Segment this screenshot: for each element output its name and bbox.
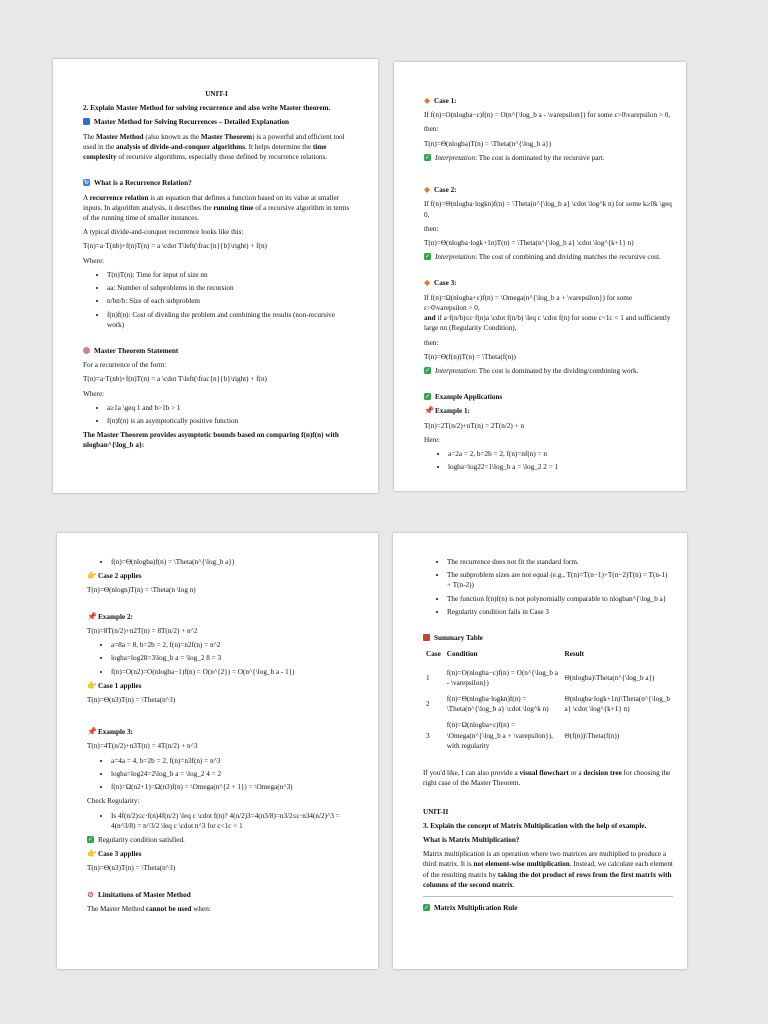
list-item: • log⁡ba=log⁡22=1\log_b a = \log_2 2 = 1 — [448, 462, 672, 472]
section-heading: ⊘ Limitations of Master Method — [87, 889, 191, 899]
pushpin-icon: 📌 — [87, 727, 97, 737]
where-list — [83, 270, 350, 330]
brain-icon — [83, 347, 90, 354]
section-heading: ✓ Example Applications — [424, 393, 503, 402]
document-page-2 — [394, 62, 686, 491]
list-item: • Is 4f(n/2)≤c·f(n)4f(n/2) \leq c \cdot f(n)? 4(n/2)3=4(n3/8)=n3/2≤c·n34(n/2)^3 = 4(n^3/8) = n^3/2 \leq c \cdot n^3 for c<1c < 1 — [111, 811, 350, 831]
then-label: then: — [424, 224, 439, 233]
matrix-paragraph: Matrix multiplication is an operation where two matrices are multiplied to produce a third matrix. It is not element-wise multiplication. Instead, we calculate each element of the resulting matrix by taking the dot product of rows from the first matrix with columns of the second matrix. — [423, 850, 673, 889]
table-cell: Θ(nlog⁡ba)\Theta(n^{\log_b a}) — [564, 673, 655, 682]
recurrence-paragraph: A recurrence relation is an equation that defines a function based on its value at smaller inputs. In algorithm analysis, it describes the running time of a recursive algorithm in terms of the running time of smaller instances. — [83, 193, 350, 222]
check-icon: ✓ — [87, 835, 94, 843]
pointing-hand-icon: 👉 — [87, 849, 97, 859]
list-item: • a=4a = 4, b=2b = 2, f(n)=n3f(n) = n^3 — [111, 756, 350, 766]
document-page-4 — [393, 533, 687, 969]
section-heading — [83, 178, 350, 188]
table-cell: 3 — [426, 731, 430, 740]
unit-heading: UNIT-I — [205, 90, 228, 98]
regularity-satisfied: ✓ Regularity condition satisfied. — [87, 835, 185, 844]
subheading: What is Matrix Multiplication? — [423, 835, 520, 844]
list-item: • Regularity condition fails in Case 3 — [447, 607, 673, 617]
interpretation: ✓ Interpretation: The cost is dominated by the dividing/combining work. — [424, 366, 639, 375]
diamond-icon: ◆ — [424, 96, 431, 105]
limits-paragraph: The Master Method cannot be used when: — [87, 904, 211, 913]
table-header: Result — [564, 650, 585, 659]
check-icon: ✓ — [424, 153, 431, 161]
table-header: Case — [426, 650, 441, 659]
table-row — [423, 665, 673, 691]
check-icon: ✓ — [423, 904, 430, 912]
list-item: • The function f(n)f(n) is not polynomially comparable to nlog⁡ban^{\log_b a} — [447, 594, 673, 604]
prohibited-icon: ⊘ — [87, 889, 94, 899]
question-heading: 3. Explain the concept of Matrix Multiplication with the help of example. — [423, 821, 647, 830]
document-page-3 — [57, 533, 378, 969]
table-icon — [423, 634, 430, 641]
diamond-icon: ◆ — [424, 185, 431, 195]
check-regularity-label: Check Regularity: — [87, 797, 140, 806]
check-icon: ✓ — [424, 393, 431, 401]
list-item: • The recurrence does not fit the standard form. — [447, 557, 673, 567]
section-heading: ✓ Matrix Multiplication Rule — [423, 904, 518, 913]
pointing-hand-icon: 👉 — [87, 680, 97, 690]
where-label: Where: — [83, 389, 105, 398]
list-item: • f(n)=Θ(nlog⁡ba)f(n) = \Theta(n^{\log_b a}) — [111, 557, 350, 567]
section-title: Master Theorem Statement — [94, 346, 179, 355]
pushpin-icon: 📌 — [424, 406, 434, 416]
table-cell: f(n)=Θ(nlog⁡ba·log⁡kn)f(n) = \Theta(n^{\log_b a} \cdot \log^k n) — [446, 694, 549, 714]
page-content — [423, 557, 673, 917]
table-row — [423, 691, 673, 717]
example-heading: 📌 Example 1: — [424, 406, 470, 416]
where-label: Where: — [83, 256, 105, 265]
table-cell: 1 — [426, 673, 430, 682]
where-list — [83, 403, 350, 426]
case-applies: 👉 Case 2 applies — [87, 571, 142, 581]
list-item: • aa: Number of subproblems in the recursion — [107, 283, 350, 293]
example-result: T(n)=Θ(n3)T(n) = \Theta(n^3) — [87, 695, 176, 704]
example-formula: T(n)=8T(n/2)+n2T(n) = 8T(n/2) + n^2 — [87, 626, 198, 635]
offer-paragraph: If you'd like, I can also provide a visual flowchart or a decision tree for choosing the right case of the Master Theorem. — [423, 769, 671, 788]
diamond-icon: ◆ — [424, 278, 431, 288]
section-title: What is a Recurrence Relation? — [94, 179, 192, 188]
case-heading: ◆ Case 3: — [424, 278, 457, 288]
formula: T(n)=a·T(nb)+f(n)T(n) = a \cdot T\left(\frac{n}{b}\right) + f(n) — [83, 242, 267, 251]
section-heading — [83, 117, 350, 127]
list-item: • f(n)=O(n2)=O(nlog⁡ba−1)f(n) = O(n^{2}) = O(n^{\log_b a - 1}) — [111, 667, 350, 677]
here-label: Here: — [424, 435, 440, 444]
page-content — [424, 92, 672, 476]
interpretation: ✓ Interpretation: The cost is dominated by the recursive part. — [424, 153, 605, 162]
case-result: T(n)=Θ(nlog⁡ba)T(n) = \Theta(n^{\log_b a}) — [424, 139, 552, 148]
case-heading: ◆ Case 1: — [424, 96, 457, 105]
example-list — [87, 640, 350, 677]
case-applies: 👉 Case 1 applies — [87, 680, 142, 690]
list-item: • a=2a = 2, b=2b = 2, f(n)=nf(n) = n — [448, 449, 672, 459]
section-title: Master Method for Solving Recurrences – Detailed Explanation — [94, 118, 290, 127]
check-icon: ✓ — [424, 253, 431, 261]
formula: T(n)=a·T(nb)+f(n)T(n) = a \cdot T\left(\frac{n}{b}\right) + f(n) — [83, 375, 267, 384]
example-list — [424, 449, 672, 472]
form-text: For a recurrence of the form: — [83, 361, 167, 370]
example-result: T(n)=Θ(nlog⁡n)T(n) = \Theta(n \log n) — [87, 586, 196, 595]
then-label: then: — [424, 338, 439, 347]
page-content — [83, 89, 350, 455]
regularity-list — [87, 811, 350, 831]
example-formula: T(n)=4T(n/2)+n3T(n) = 4T(n/2) + n^3 — [87, 742, 198, 751]
intro-paragraph: The Master Method (also known as the Master Theorem) is a powerful and efficient tool used in the analysis of divide-and-conquer algorithms. It helps determine the time complexity of recursive algorithms, especially those defined by recurrence relations. — [83, 132, 345, 162]
list-item: • n/bn/b: Size of each subproblem — [107, 296, 350, 306]
table-row — [423, 717, 673, 754]
document-page-1 — [53, 59, 378, 493]
list-item: • The subproblem sizes are not equal (e.g., T(n)=T(n−1)+T(n−2)T(n) = T(n-1) + T(n-2)) — [447, 570, 673, 590]
list-item: • T(n)T(n): Time for input of size nn — [107, 270, 350, 280]
book-icon — [83, 118, 90, 125]
unit-heading: UNIT-II — [423, 807, 449, 816]
interpretation: ✓ Interpretation: The cost of combining and dividing matches the recursive cost. — [424, 253, 661, 262]
table-cell: 2 — [426, 700, 430, 709]
case-result: T(n)=Θ(f(n))T(n) = \Theta(f(n)) — [424, 352, 516, 361]
question-heading: 2. Explain Master Method for solving recurrence and also write Master theorem. — [83, 104, 331, 113]
table-cell: Θ(nlog⁡ba·log⁡k+1n)\Theta(n^{\log_b a} \cdot \log^{k+1} n) — [564, 694, 670, 714]
summary-table — [423, 647, 673, 754]
list-item: • f(n)=Ω(n2+1)=Ω(n3)f(n) = \Omega(n^{2 + 1}) = \Omega(n^3) — [111, 782, 350, 792]
table-header: Condition — [446, 650, 478, 659]
example-list — [87, 756, 350, 793]
conclusion-text: The Master Theorem provides asymptotic bounds based on comparing f(n)f(n) with nlog⁡ban^{\log_b a}: — [83, 431, 339, 450]
case-heading: ◆ Case 2: — [424, 185, 457, 195]
case-condition: If f(n)=O(nlog⁡ba−ε)f(n) = O(n^{\log_b a - \varepsilon}) for some ε>0\varepsilon > 0, — [424, 111, 671, 120]
list-item: • log⁡ba=log⁡28=3\log_b a = \log_2 8 = 3 — [111, 653, 350, 663]
limitations-list — [423, 557, 673, 617]
case-condition: If f(n)=Θ(nlog⁡ba·log⁡kn)f(n) = \Theta(n^{\log_b a} \cdot \log^k n) for some k≥0k \geq 0, — [424, 200, 672, 219]
case-applies: 👉 Case 3 applies — [87, 849, 142, 859]
pointing-hand-icon: 👉 — [87, 571, 97, 581]
check-icon: ✓ — [424, 366, 431, 374]
example-heading: 📌 Example 2: — [87, 611, 133, 621]
example-heading: 📌 Example 3: — [87, 727, 133, 737]
then-label: then: — [424, 125, 439, 134]
pushpin-icon: 📌 — [87, 611, 97, 621]
section-heading: Summary Table — [423, 633, 673, 643]
list-item: • f(n)f(n) is an asymptotically positive function — [107, 416, 350, 426]
example-result: T(n)=Θ(n3)T(n) = \Theta(n^3) — [87, 864, 176, 873]
list-item: • log⁡ba=log⁡24=2\log_b a = \log_2 4 = 2 — [111, 769, 350, 779]
table-cell: f(n)=Ω(nlog⁡ba+ε)f(n) = \Omega(n^{\log_b a + \varepsilon}), with regularity — [446, 721, 553, 750]
divider — [423, 896, 673, 897]
page-content — [87, 557, 350, 918]
example-formula: T(n)=2T(n/2)+nT(n) = 2T(n/2) + n — [424, 421, 525, 430]
table-header-row — [423, 647, 673, 664]
case-result: T(n)=Θ(nlog⁡ba·log⁡k+1n)T(n) = \Theta(n^{\log_b a} \cdot \log^{k+1} n) — [424, 238, 634, 247]
case-condition: If f(n)=Ω(nlog⁡ba+ε)f(n) = \Omega(n^{\log_b a + \varepsilon}) for some ε>0\varepsilon > 0, and if a·f(n/b)≤c·f(n)a \cdot f(n/b) \leq c \cdot f(n) for some c<1c < 1 and sufficiently large nn (Regularity Condition), — [424, 293, 671, 333]
list-item: • f(n)f(n): Cost of dividing the problem and combining the results (non-recursive work) — [107, 310, 350, 330]
section-heading — [83, 346, 350, 356]
example-list — [87, 557, 350, 567]
typical-text: A typical divide-and-conquer recurrence looks like this: — [83, 228, 244, 237]
table-cell: f(n)=O(nlog⁡ba−ε)f(n) = O(n^{\log_b a - \varepsilon}) — [446, 668, 558, 687]
list-item: • a=8a = 8, b=2b = 2, f(n)=n2f(n) = n^2 — [111, 640, 350, 650]
repeat-icon: ↻ — [83, 179, 90, 187]
table-cell: Θ(f(n))\Theta(f(n)) — [564, 731, 620, 740]
list-item: • a≥1a \geq 1 and b>1b > 1 — [107, 403, 350, 413]
